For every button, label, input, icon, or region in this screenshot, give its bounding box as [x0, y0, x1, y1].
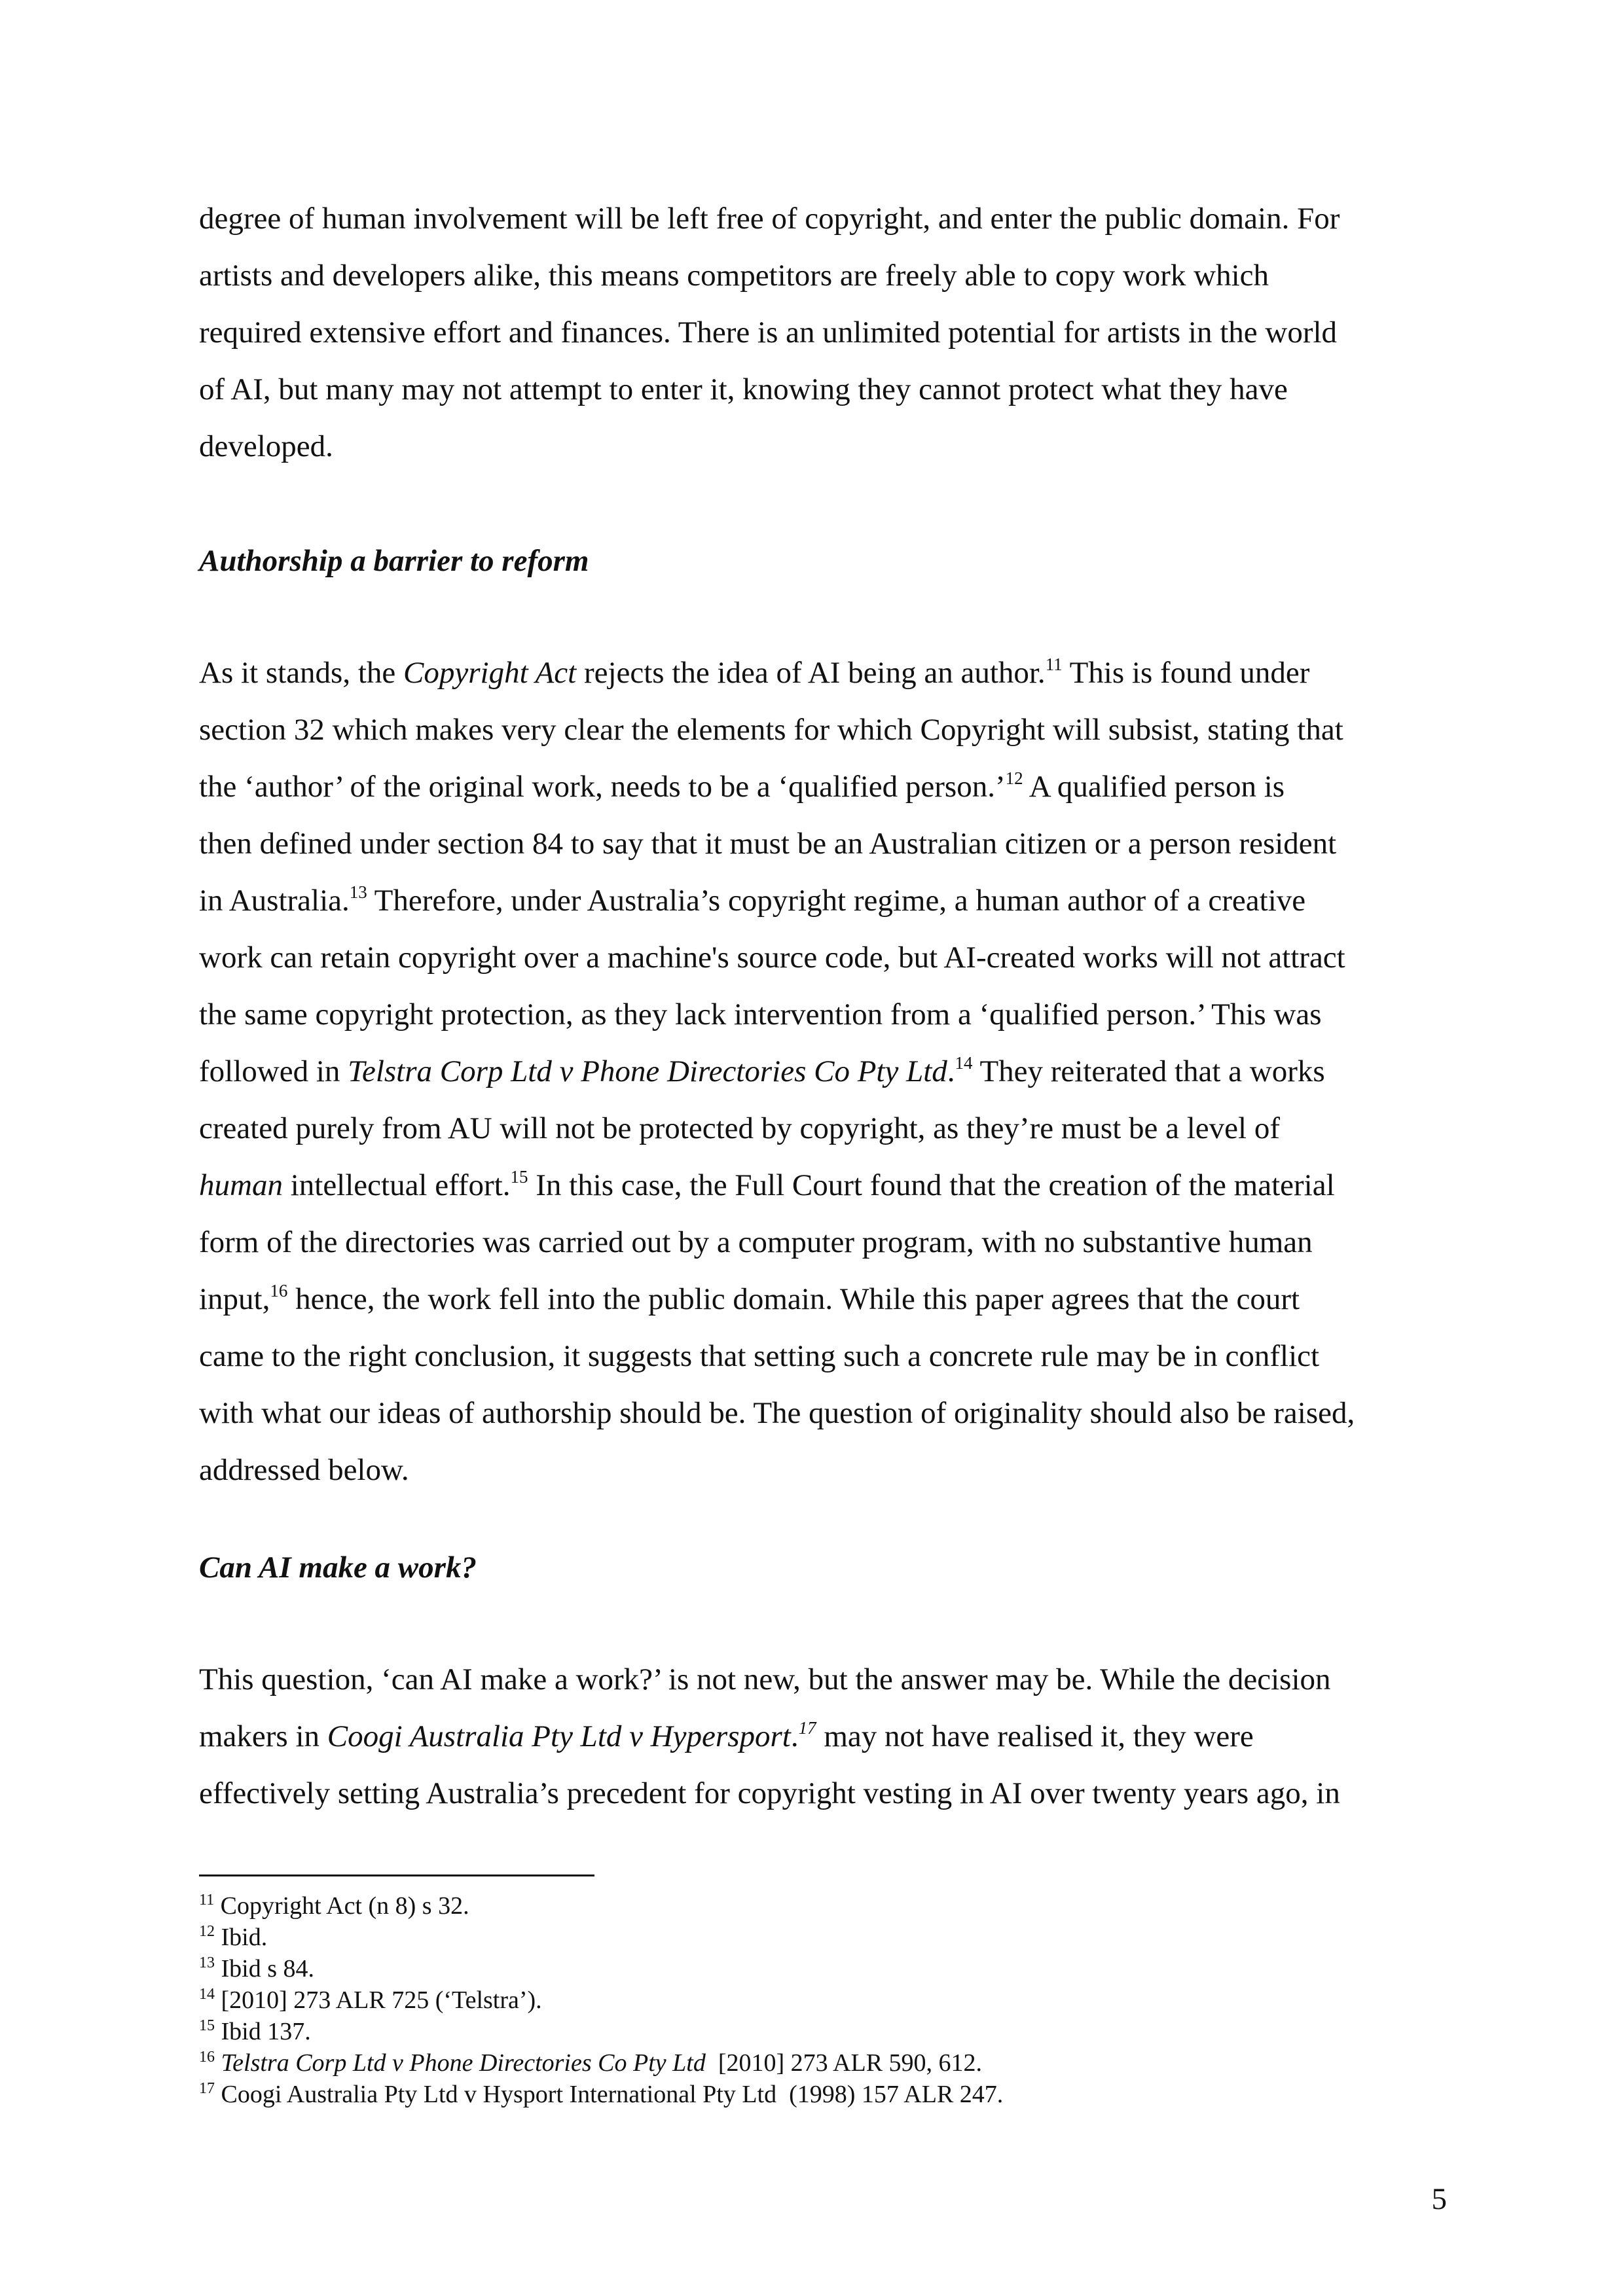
paragraph-intro: [199, 190, 1443, 475]
footnote-text: Ibid s 84.: [221, 1955, 314, 1982]
section-heading-authorship: Authorship a barrier to reform: [199, 544, 589, 578]
paragraph-line: artists and developers alike, this means competitors are freely able to copy work which: [199, 259, 1269, 293]
footnote: [199, 2079, 1443, 2110]
footnote-text: Coogi Australia Pty Ltd v Hysport International Pty Ltd (1998) 157 ALR 247.: [221, 2081, 1004, 2108]
footnote-ref[interactable]: 15: [510, 1167, 528, 1187]
footnote: [199, 1890, 1443, 1922]
paragraph-line: then defined under section 84 to say that it must be an Australian citizen or a person resident: [199, 827, 1337, 861]
footnote-text: Ibid.: [221, 1924, 268, 1951]
footnote: [199, 2047, 1443, 2079]
paragraph-line: work can retain copyright over a machine's source code, but AI-created works will not attract: [199, 941, 1345, 975]
paragraph-line: human intellectual effort.$^{15}$ In this case, the Full Court found that the creation of the material: [199, 1167, 1335, 1202]
paragraph-line: developed.: [199, 429, 333, 463]
footnote-ref[interactable]: 12: [1005, 768, 1023, 788]
footnotes: [199, 1890, 1443, 2110]
footnote-number: 17: [199, 2080, 215, 2097]
footnote-number: 16: [199, 2049, 215, 2066]
footnote-number: 12: [199, 1923, 215, 1940]
paragraph-line: created purely from AU will not be protected by copyright, as they’re must be a level of: [199, 1111, 1280, 1145]
case-citation-italic: Copyright Act: [403, 656, 577, 690]
paragraph-line: degree of human involvement will be left free of copyright, and enter the public domain. For: [199, 202, 1340, 236]
footnote-text: [2010] 273 ALR 725 (‘Telstra’).: [221, 1986, 542, 2014]
paragraph-line: This question, ‘can AI make a work?’ is not new, but the answer may be. While the decision: [199, 1662, 1331, 1696]
footnote-text: Copyright Act (n 8) s 32.: [220, 1892, 469, 1920]
footnote-number: 11: [199, 1892, 215, 1909]
section-heading-can-ai-make-a-work: Can AI make a work?: [199, 1551, 477, 1585]
paragraph-line: with what our ideas of authorship should be. The question of originality should also be raised,: [199, 1396, 1355, 1430]
paragraph-line: addressed below.: [199, 1453, 409, 1487]
footnote-number: 13: [199, 1954, 215, 1971]
footnote-separator: [199, 1874, 594, 1876]
case-citation-italic: Coogi Australia Pty Ltd v Hypersport: [327, 1719, 791, 1753]
footnote-text: Ibid 137.: [221, 2018, 311, 2045]
paragraph-line: makers in Coogi Australia Pty Ltd v Hypersport.$^{17}$ may not have realised it, they were: [199, 1718, 1254, 1753]
paragraph-line: input,$^{16}$ hence, the work fell into the public domain. While this paper agrees that the court: [199, 1281, 1300, 1316]
emphasis-italic: human: [199, 1168, 283, 1202]
paragraph-line: the ‘author’ of the original work, needs to be a ‘qualified person.’$^{12}$ A qualified person is: [199, 768, 1285, 804]
paragraph-line: section 32 which makes very clear the elements for which Copyright will subsist, stating that: [199, 713, 1343, 747]
footnote: [199, 1984, 1443, 2016]
footnote: [199, 1953, 1443, 1984]
footnote-ref[interactable]: 17: [798, 1718, 816, 1738]
paragraph-line: in Australia.$^{13}$ Therefore, under Australia’s copyright regime, a human author of a creative: [199, 882, 1306, 918]
case-citation-italic: Telstra Corp Ltd v Phone Directories Co Pty Ltd: [348, 1054, 947, 1088]
paragraph-line: form of the directories was carried out by a computer program, with no substantive human: [199, 1225, 1313, 1259]
footnote-number: 15: [199, 2017, 215, 2034]
footnote-ref[interactable]: 14: [955, 1053, 973, 1073]
footnote-case-italic: Telstra Corp Ltd v Phone Directories Co Pty Ltd: [221, 2049, 706, 2077]
footnote-text: [2010] 273 ALR 590, 612.: [705, 2049, 983, 2077]
footnote-ref[interactable]: 13: [349, 882, 367, 902]
paragraph-line: effectively setting Australia’s precedent for copyright vesting in AI over twenty years ago, in: [199, 1776, 1340, 1810]
footnote-number: 14: [199, 1986, 215, 2003]
paragraph-line: of AI, but many may not attempt to enter it, knowing they cannot protect what they have: [199, 372, 1288, 406]
page-number: 5: [1431, 2182, 1447, 2216]
paragraph-line: required extensive effort and finances. There is an unlimited potential for artists in the world: [199, 315, 1338, 350]
footnote: [199, 2016, 1443, 2047]
footnote-ref[interactable]: 16: [270, 1281, 288, 1300]
paragraph-authorship: [199, 645, 1443, 1499]
paragraph-line: As it stands, the Copyright Act rejects the idea of AI being an author.$^{11}$ This is found under: [199, 655, 1310, 690]
footnote-ref[interactable]: 11: [1045, 655, 1063, 674]
paragraph-line: followed in Telstra Corp Ltd v Phone Directories Co Pty Ltd.$^{14}$ They reiterated that a works: [199, 1053, 1325, 1088]
paragraph-can-ai: [199, 1651, 1443, 1822]
paragraph-line: came to the right conclusion, it suggests that setting such a concrete rule may be in conflict: [199, 1339, 1320, 1373]
footnote: [199, 1922, 1443, 1953]
paragraph-line: the same copyright protection, as they lack intervention from a ‘qualified person.’ This was: [199, 997, 1322, 1031]
